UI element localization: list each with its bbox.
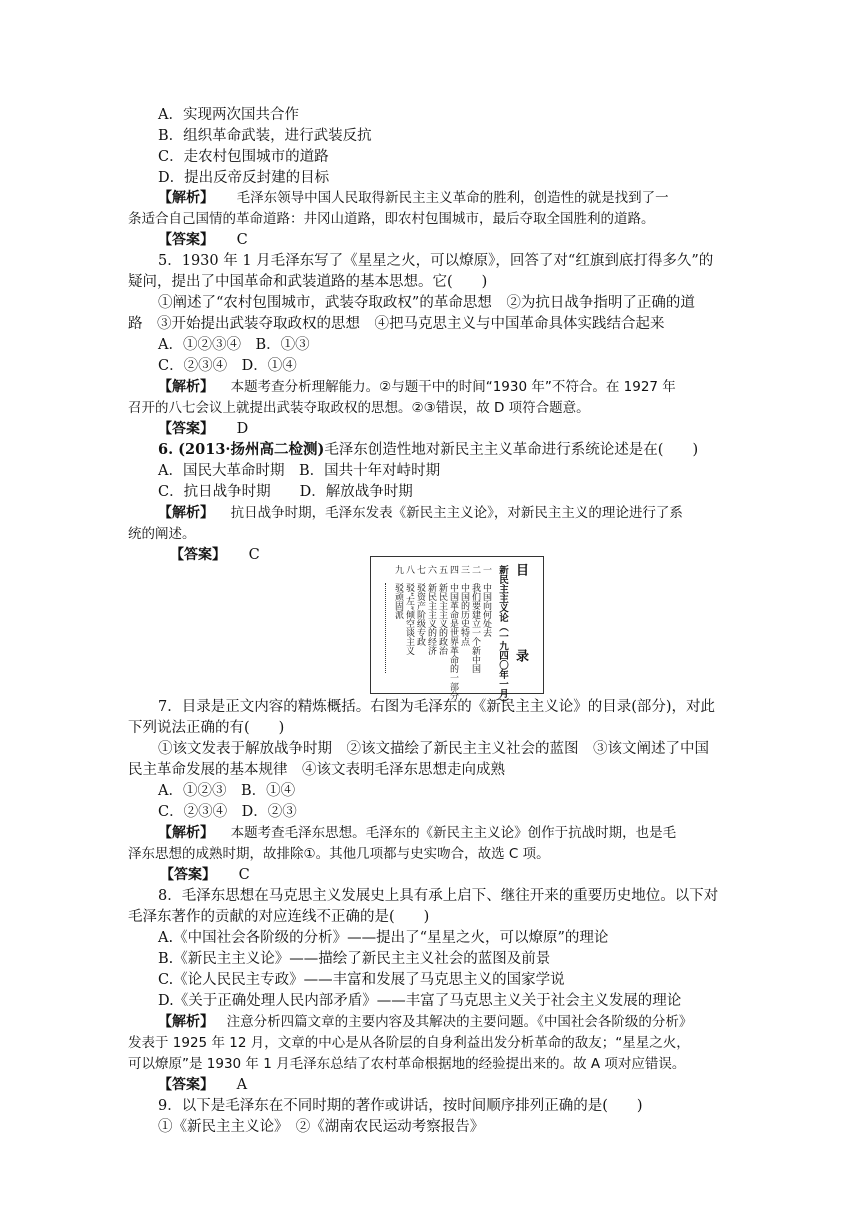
question-text: 毛泽东创造性地对新民主主义革命进行系统论述是在( ) <box>324 442 699 458</box>
answer-row <box>158 418 248 440</box>
toc-figure <box>370 556 544 708</box>
question-5: 5．1930 年 1 月毛泽东写了《星星之火，可以燎原》，回答了对“红旗到底打得多久”的 <box>158 253 714 269</box>
toc-item: 四 中国革命是世界革命的一部分 <box>448 565 458 700</box>
explanation-row <box>158 376 676 398</box>
answer-label: 【答案】 <box>158 421 214 437</box>
question-text: 下列说法正确的有( ) <box>128 720 285 736</box>
toc-item: 一 中国向何处去 <box>481 565 491 637</box>
question-7: 7．目录是正文内容的精炼概括。右图为毛泽东的《新民主主义论》的目录(部分)，对此 <box>158 699 716 715</box>
question-8: 8．毛泽东思想在马克思主义发展史上具有承上启下、继往开来的重要历史地位。以下对 <box>158 888 719 904</box>
answer-row <box>170 544 260 566</box>
answer-row <box>158 229 248 251</box>
explanation-text: 毛泽东领导中国人民取得新民主主义革命的胜利，创造性的就是找到了一 <box>236 190 669 206</box>
explanation-text: 本题考查分析理解能力。②与题干中的时间“1930 年”不符合。在 1927 年 <box>230 379 676 395</box>
explanation-label: 【解析】 <box>158 1014 214 1030</box>
question-9: 9．以下是毛泽东在不同时期的著作或讲话，按时间顺序排列正确的是( ) <box>158 1098 643 1114</box>
explanation-text: 可以燎原”是 1930 年 1 月毛泽东总结了农村革命根据地的经验提出来的。故 A 项对应错误。 <box>128 1056 686 1072</box>
choice-row: C．②③④ D．①④ <box>158 358 297 374</box>
answer-row <box>160 864 250 886</box>
answer-label: 【答案】 <box>158 232 214 248</box>
explanation-text: 发表于 1925 年 12 月，文章的中心是从各阶层的自身利益出发分析革命的敌友；“星星之火， <box>128 1035 690 1051</box>
question-text: 毛泽东著作的贡献的对应连线不正确的是( ) <box>128 909 430 925</box>
answer-row <box>158 1074 247 1096</box>
toc-item: 五 新民主主义的政治 <box>437 565 447 655</box>
option-c: C．走农村包围城市的道路 <box>158 149 329 165</box>
question-statements: ①阐述了“农村包围城市，武装夺取政权”的革命思想 ②为抗日战争指明了正确的道 <box>158 295 695 311</box>
explanation-text: 统的阐述。 <box>128 526 196 542</box>
answer-value: C <box>248 547 260 563</box>
explanation-text: 本题考查毛泽东思想。毛泽东的《新民主主义论》创作于抗战时期，也是毛 <box>230 825 677 841</box>
toc-item: 三 中国的历史特点 <box>459 565 469 646</box>
answer-label: 【答案】 <box>160 867 216 883</box>
explanation-text: 条适合自己国情的革命道路：井冈山道路，即农村包围城市，最后夺取全国胜利的道路。 <box>128 211 655 227</box>
choice-row: A．国民大革命时期 B．国共十年对峙时期 <box>158 463 441 479</box>
explanation-text: 抗日战争时期，毛泽东发表《新民主主义论》，对新民主主义的理论进行了系 <box>230 505 683 521</box>
explanation-row <box>158 502 683 524</box>
toc-heading: 目 录 <box>513 563 528 692</box>
toc-item: 七 驳资产阶级专政 <box>415 565 425 646</box>
choice-row: C．抗日战争时期 D．解放战争时期 <box>158 484 413 500</box>
toc-item: 八 驳“左”倾空谈主义 <box>404 565 414 656</box>
choice-row: C.《论人民民主专政》——丰富和发展了马克思主义的国家学说 <box>158 972 565 988</box>
explanation-label: 【解析】 <box>158 379 214 395</box>
toc-item: 九 驳顽固派 <box>393 565 403 619</box>
explanation-label: 【解析】 <box>158 505 214 521</box>
question-text: 疑问，提出了中国革命和武装道路的基本思想。它( ) <box>128 274 488 290</box>
explanation-label: 【解析】 <box>158 190 214 206</box>
option-a: A．实现两次国共合作 <box>158 107 299 123</box>
explanation-label: 【解析】 <box>158 825 214 841</box>
answer-label: 【答案】 <box>158 1077 214 1093</box>
explanation-row <box>158 1011 692 1033</box>
option-d: D．提出反帝反封建的目标 <box>158 170 330 186</box>
explanation-text: 泽东思想的成熟时期，故排除①。其他几项都与史实吻合，故选 C 项。 <box>128 846 550 862</box>
answer-label: 【答案】 <box>170 547 226 563</box>
toc-item: 二 我们要建立一个新中国 <box>470 565 480 673</box>
explanation-text: 注意分析四篇文章的主要内容及其解决的主要问题。《中国社会各阶级的分析》 <box>226 1014 693 1030</box>
question-statements: 民主革命发展的基本规律 ④该文表明毛泽东思想走向成熟 <box>128 762 505 778</box>
explanation-row <box>158 822 676 844</box>
explanation-row <box>158 187 669 209</box>
question-6 <box>158 439 698 461</box>
toc-item: 六 新民主主义的经济 <box>426 565 436 655</box>
answer-value: A <box>236 1077 248 1093</box>
option-b: B．组织革命武装，进行武装反抗 <box>158 128 372 144</box>
choice-row: B.《新民主主义论》——描绘了新民主主义社会的蓝图及前景 <box>158 951 551 967</box>
question-statements: 路 ③开始提出武装夺取政权的思想 ④把马克思主义与中国革命具体实践结合起来 <box>128 316 665 332</box>
toc-dotted-line <box>385 583 387 673</box>
question-items: ①《新民主主义论》 ②《湖南农民运动考察报告》 <box>158 1119 485 1135</box>
toc-title: 新民主主义论（一九四〇年一月） <box>497 565 508 708</box>
question-source: 6. (2013·扬州高二检测) <box>158 441 325 458</box>
answer-value: D <box>236 421 249 437</box>
choice-row: A．①②③ B．①④ <box>158 783 296 799</box>
answer-value: C <box>238 867 250 883</box>
choice-row: A.《中国社会各阶级的分析》——提出了“星星之火，可以燎原”的理论 <box>158 930 609 946</box>
question-statements: ①该文发表于解放战争时期 ②该文描绘了新民主主义社会的蓝图 ③该文阐述了中国 <box>158 741 709 757</box>
choice-row: A．①②③④ B．①③ <box>158 337 310 353</box>
explanation-text: 召开的八七会议上就提出武装夺取政权的思想。②③错误，故 D 项符合题意。 <box>128 400 590 416</box>
choice-row: D.《关于正确处理人民内部矛盾》——丰富了马克思主义关于社会主义发展的理论 <box>158 993 682 1009</box>
answer-value: C <box>236 232 248 248</box>
choice-row: C．②③④ D．②③ <box>158 804 297 820</box>
